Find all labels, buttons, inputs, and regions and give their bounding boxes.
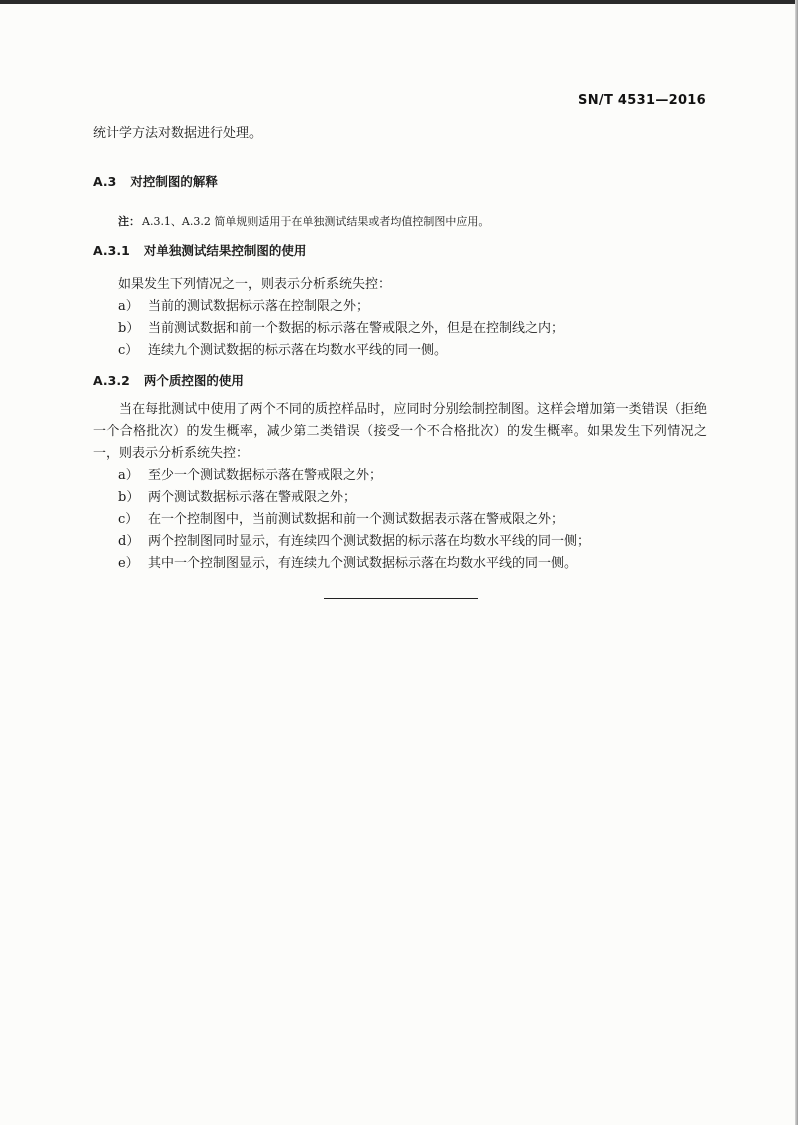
note-text: A.3.1、A.3.2 简单规则适用于在单独测试结果或者均值控制图中应用。	[142, 215, 490, 228]
list-item-text: 两个控制图同时显示，有连续四个测试数据的标示落在均数水平线的同一侧；	[148, 534, 591, 549]
list-marker: a）	[118, 468, 139, 483]
end-of-document-rule	[324, 598, 478, 599]
list-item	[118, 508, 564, 527]
list-item-text: 两个测试数据标示落在警戒限之外；	[148, 490, 357, 505]
section-heading-a3	[93, 172, 218, 190]
section-heading-a3-2	[93, 371, 244, 389]
list-item	[118, 317, 564, 336]
list-item	[118, 464, 382, 483]
list-marker: c）	[118, 512, 139, 527]
section-number: A.3	[93, 174, 117, 189]
section-number: A.3.2	[93, 373, 130, 388]
list-item-text: 其中一个控制图显示，有连续九个测试数据标示落在均数水平线的同一侧。	[148, 556, 578, 571]
list-marker: d）	[118, 534, 140, 549]
document-code: SN/T 4531—2016	[578, 93, 706, 108]
list-item	[118, 339, 447, 358]
continuation-text: 统计学方法对数据进行处理。	[93, 126, 263, 141]
list-item	[118, 552, 577, 571]
list-item-text: 在一个控制图中，当前测试数据和前一个测试数据表示落在警戒限之外；	[148, 512, 565, 527]
note-label: 注：	[118, 215, 140, 228]
list-marker: e）	[118, 556, 139, 571]
list-item-text: 当前的测试数据标示落在控制限之外；	[148, 299, 370, 314]
section-heading-a3-1	[93, 241, 306, 259]
note	[118, 213, 489, 229]
list-item-text: 至少一个测试数据标示落在警戒限之外；	[148, 468, 383, 483]
intro-text: 如果发生下列情况之一，则表示分析系统失控：	[118, 277, 392, 292]
list-marker: a）	[118, 299, 139, 314]
list-item-text: 连续九个测试数据的标示落在均数水平线的同一侧。	[148, 343, 448, 358]
list-marker: c）	[118, 343, 139, 358]
list-item	[118, 486, 356, 505]
list-item	[118, 530, 590, 549]
scan-top-edge	[0, 0, 798, 4]
list-marker: b）	[118, 490, 140, 505]
section-title: 对单独测试结果控制图的使用	[143, 243, 307, 258]
list-marker: b）	[118, 321, 140, 336]
body-paragraph: 当在每批测试中使用了两个不同的质控样品时，应同时分别绘制控制图。这样会增加第一类错误（拒绝一个合格批次）的发生概率，减少第二类错误（接受一个不合格批次）的发生概率。如果发生下列情况之一，则表示分析系统失控：	[93, 402, 707, 461]
section-title: 两个质控图的使用	[143, 373, 244, 388]
list-item-text: 当前测试数据和前一个数据的标示落在警戒限之外，但是在控制线之内；	[148, 321, 565, 336]
section-title: 对控制图的解释	[130, 174, 218, 189]
list-item	[118, 295, 369, 314]
section-number: A.3.1	[93, 243, 130, 258]
